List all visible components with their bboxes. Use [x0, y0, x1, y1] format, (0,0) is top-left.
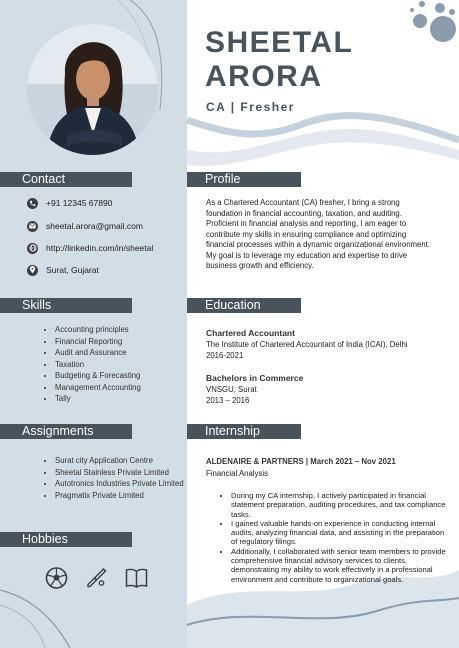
internship-points	[218, 491, 452, 584]
hobbies-icons	[43, 566, 163, 590]
list-item: • Autotronics Industries Private Limited	[55, 478, 200, 490]
education-institute: The Institute of Chartered Accountant of India (ICAI), Delhi	[206, 340, 408, 349]
phone-icon	[27, 198, 38, 209]
internship-role: Financial Analysis	[206, 469, 268, 478]
education-years: 2016-2021	[206, 351, 244, 360]
list-item: • Taxation	[55, 359, 141, 371]
list-item: • During my CA internship, I actively participated in financial statement preparation, auditing procedures, and tax compliance tasks.	[231, 491, 452, 519]
phone-number: +91 12345 67890	[46, 198, 113, 208]
location-text: Surat, Gujarat	[46, 265, 99, 275]
profile-text: As a Chartered Accountant (CA) fresher, I bring a strong foundation in financial accounting, taxation, and auditing. Proficient in financial analysis and reporting, I am eager to contribute my skills in ensuring compliance and optimizing financial processes within a dynamic organizational environment. My goal is to leverage my education and expertise to drive business growth and efficiency.	[206, 198, 431, 270]
list-item: • I gained valuable hands-on experience in conducting internal audits, analyzing financial data, and assisting in the preparation of regulatory filings.	[231, 519, 452, 547]
contact-location	[27, 263, 99, 277]
skills-list	[41, 324, 141, 405]
contact-heading: Contact	[0, 172, 132, 187]
list-item: • Additionally, I collaborated with senior team members to provide comprehensive financial advisory services to clients, demonstrating my ability to work effectively in a professional environment and contribute to organizational goals.	[231, 547, 452, 584]
globe-icon	[27, 243, 38, 254]
education-heading: Education	[187, 298, 301, 313]
linkedin-url[interactable]: http://linkedin.com/in/sheetal	[46, 243, 154, 253]
name-heading	[205, 26, 353, 94]
first-name: SHEETAL	[205, 26, 354, 59]
profile-heading: Profile	[187, 172, 301, 187]
list-item: • Pragmatix Private Limited	[55, 490, 200, 502]
location-pin-icon	[27, 265, 38, 276]
book-icon	[123, 566, 150, 590]
list-item: • Tally	[55, 393, 141, 405]
profile-photo	[27, 24, 158, 155]
education-institute: VNSGU, Surat	[206, 385, 257, 394]
assignments-list	[41, 455, 200, 501]
cricket-bat-icon	[83, 566, 110, 590]
list-item: • Financial Reporting	[55, 336, 141, 348]
skills-heading: Skills	[0, 298, 132, 313]
last-name: ARORA	[205, 60, 323, 93]
education-title: Chartered Accountant	[206, 328, 295, 338]
list-item: • Surat city Application Centre	[55, 455, 200, 467]
internship-heading: Internship	[187, 424, 301, 439]
soccer-ball-icon	[43, 566, 70, 590]
email-icon	[27, 221, 38, 232]
list-item: • Audit and Assurance	[55, 347, 141, 359]
education-title: Bachelors in Commerce	[206, 373, 304, 383]
list-item: • Sheetal Stainless Private Limited	[55, 467, 200, 479]
list-item: • Accounting principles	[55, 324, 141, 336]
education-years: 2013 – 2016	[206, 396, 250, 405]
role-subtitle: CA | Fresher	[206, 100, 295, 114]
contact-phone	[27, 196, 112, 210]
contact-linkedin[interactable]	[27, 241, 153, 255]
internship-company: ALDENAIRE & PARTNERS | March 2021 – Nov 2021	[206, 457, 396, 466]
contact-email[interactable]	[27, 219, 143, 233]
list-item: • Budgeting & Forecasting	[55, 370, 141, 382]
hobbies-heading: Hobbies	[0, 532, 132, 547]
assignments-heading: Assignments	[0, 424, 132, 439]
email-address[interactable]: sheetal.arora@gmail.com	[46, 221, 143, 231]
list-item: • Management Accounting	[55, 382, 141, 394]
